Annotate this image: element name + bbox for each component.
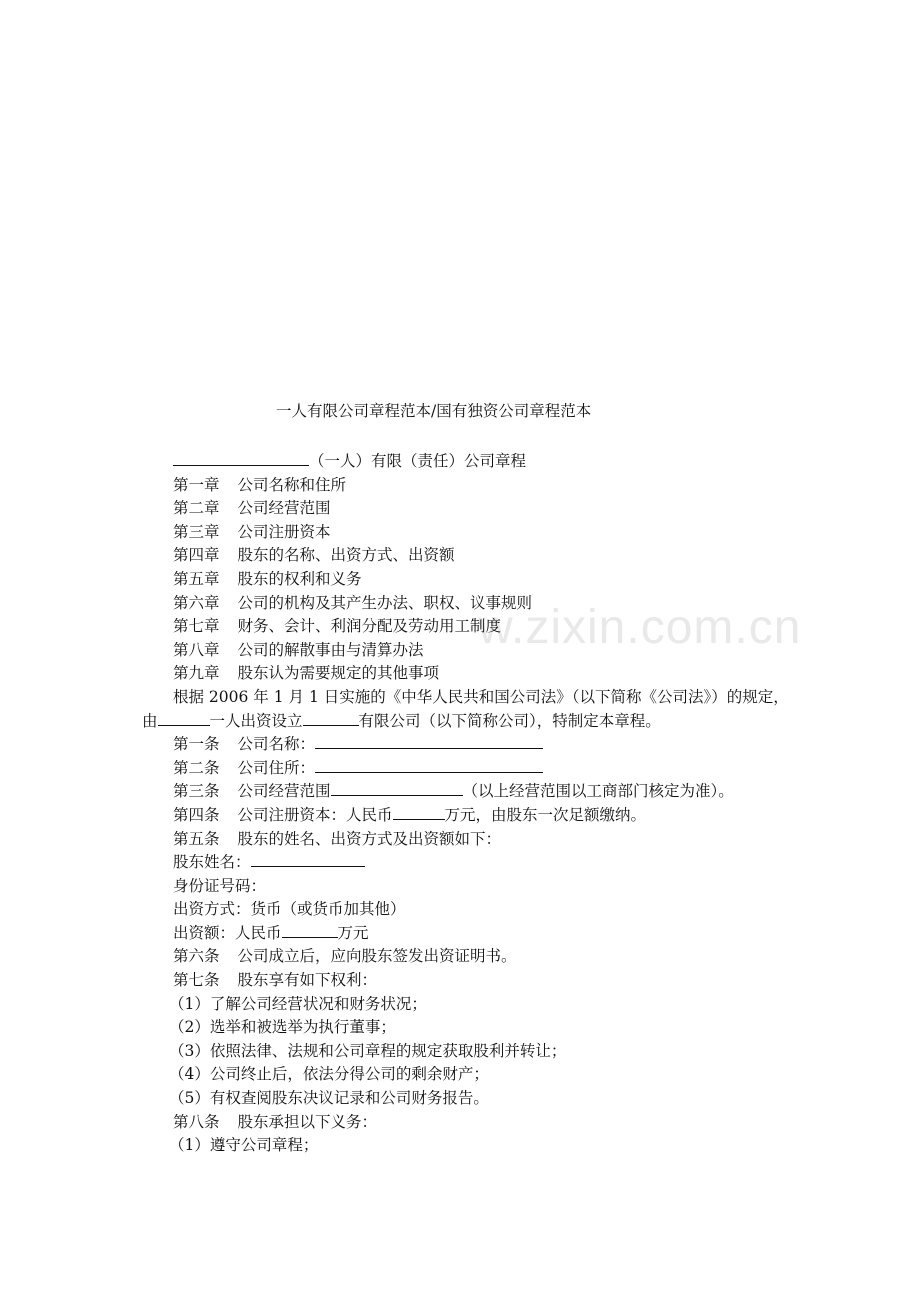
shareholder-blank: [158, 710, 210, 726]
chapter-line: [142, 615, 792, 639]
company-name-blank: [173, 450, 309, 466]
article-text: 公司注册资本：人民币: [237, 805, 393, 824]
chapter-line: [142, 568, 792, 592]
chapter-title: 公司的解散事由与清算办法: [237, 640, 424, 659]
preamble-text: 一人出资设立: [209, 711, 303, 730]
chapter-title: 股东的权利和义务: [237, 569, 362, 588]
article-1: [142, 733, 792, 757]
article-number: 第四条: [173, 805, 220, 824]
chapter-number: 第六章: [173, 593, 220, 612]
article-8: [142, 1111, 792, 1135]
article-number: 第六条: [173, 947, 220, 966]
chapter-line: [142, 521, 792, 545]
preamble-line-1: 根据 2006 年 1 月 1 日实施的《中华人民共和国公司法》（以下简称《公司法》）的规定，: [173, 687, 789, 706]
list-item: （1）了解公司经营状况和财务状况；: [169, 994, 427, 1013]
article-number: 第五条: [173, 829, 220, 848]
chapter-number: 第二章: [173, 499, 220, 518]
shareholder-name-line: [142, 851, 792, 875]
article-2: [142, 757, 792, 781]
company-blank: [303, 710, 359, 726]
article-text: 股东的姓名、出资方式及出资额如下：: [237, 829, 502, 848]
chapter-number: 第三章: [173, 522, 220, 541]
document-title: 一人有限公司章程范本/国有独资公司章程范本: [276, 402, 592, 420]
chapter-number: 第一章: [173, 475, 220, 494]
chapter-title: 公司的机构及其产生办法、职权、议事规则: [237, 593, 533, 612]
article-text: 万元，由股东一次足额缴纳。: [444, 805, 647, 824]
chapter-title: 财务、会计、利润分配及劳动用工制度: [237, 617, 502, 636]
article-4: [142, 804, 792, 828]
watermark: w.zixin.com.cn: [478, 601, 802, 654]
chapter-line: [142, 662, 792, 686]
id-number-line: 身份证号码：: [173, 876, 267, 895]
article-number: 第三条: [173, 782, 220, 801]
list-item: （1）遵守公司章程；: [169, 1136, 319, 1155]
article-text: 公司成立后，应向股东签发出资证明书。: [237, 947, 517, 966]
document-body: [142, 450, 792, 1158]
chapter-title: 股东的名称、出资方式、出资额: [237, 546, 455, 565]
article-7: [142, 969, 792, 993]
chapter-line: [142, 639, 792, 663]
field-label: 出资额：人民币: [173, 923, 282, 942]
chapter-title: 公司名称和住所: [237, 475, 347, 494]
registered-capital-blank: [393, 804, 445, 820]
chapter-title: 公司注册资本: [237, 522, 331, 541]
chapter-number: 第五章: [173, 569, 220, 588]
article-text: 公司经营范围: [237, 782, 331, 801]
contribution-amount-line: [142, 922, 792, 946]
list-item: （2）选举和被选举为执行董事；: [169, 1018, 396, 1037]
charter-heading-text: （一人）有限（责任）公司章程: [309, 452, 527, 470]
preamble-line-2: [142, 710, 792, 734]
list-item: （3）依照法律、法规和公司章程的规定获取股利并转让；: [169, 1041, 567, 1060]
list-item: （4）公司终止后，依法分得公司的剩余财产；: [169, 1065, 489, 1084]
chapter-line: [142, 544, 792, 568]
list-item: （5）有权查阅股东决议记录和公司财务报告。: [169, 1089, 489, 1108]
chapter-number: 第八章: [173, 640, 220, 659]
article-text: 股东享有如下权利：: [237, 971, 378, 990]
article-text: 公司名称：: [237, 735, 316, 754]
article-text: 公司住所：: [237, 758, 316, 777]
article-number: 第七条: [173, 971, 220, 990]
article-6: [142, 945, 792, 969]
field-label: 股东姓名：: [173, 853, 251, 872]
article-number: 第二条: [173, 758, 220, 777]
chapter-line: [142, 474, 792, 498]
contribution-method-line: 出资方式：货币（或货币加其他）: [173, 900, 406, 919]
charter-heading: [142, 450, 792, 474]
article-text: 股东承担以下义务：: [237, 1112, 378, 1131]
article-number: 第一条: [173, 735, 220, 754]
article-5: [142, 828, 792, 852]
chapter-number: 第四章: [173, 546, 220, 565]
contribution-amount-blank: [282, 922, 338, 938]
article-number: 第八条: [173, 1112, 220, 1131]
chapter-line: [142, 592, 792, 616]
shareholder-name-blank: [251, 851, 365, 867]
chapter-line: [142, 497, 792, 521]
company-address-blank: [315, 757, 543, 773]
company-name-field-blank: [315, 733, 543, 749]
field-label: 万元: [337, 923, 369, 942]
business-scope-blank: [331, 780, 463, 796]
preamble-text: 有限公司（以下简称公司），特制定本章程。: [358, 711, 661, 730]
chapter-number: 第九章: [173, 664, 220, 683]
article-3: [142, 780, 792, 804]
chapter-title: 股东认为需要规定的其他事项: [237, 664, 440, 683]
chapter-number: 第七章: [173, 617, 220, 636]
preamble-text: 由: [142, 711, 158, 730]
chapter-title: 公司经营范围: [237, 499, 331, 518]
article-text: （以上经营范围以工商部门核定为准）。: [462, 782, 734, 801]
